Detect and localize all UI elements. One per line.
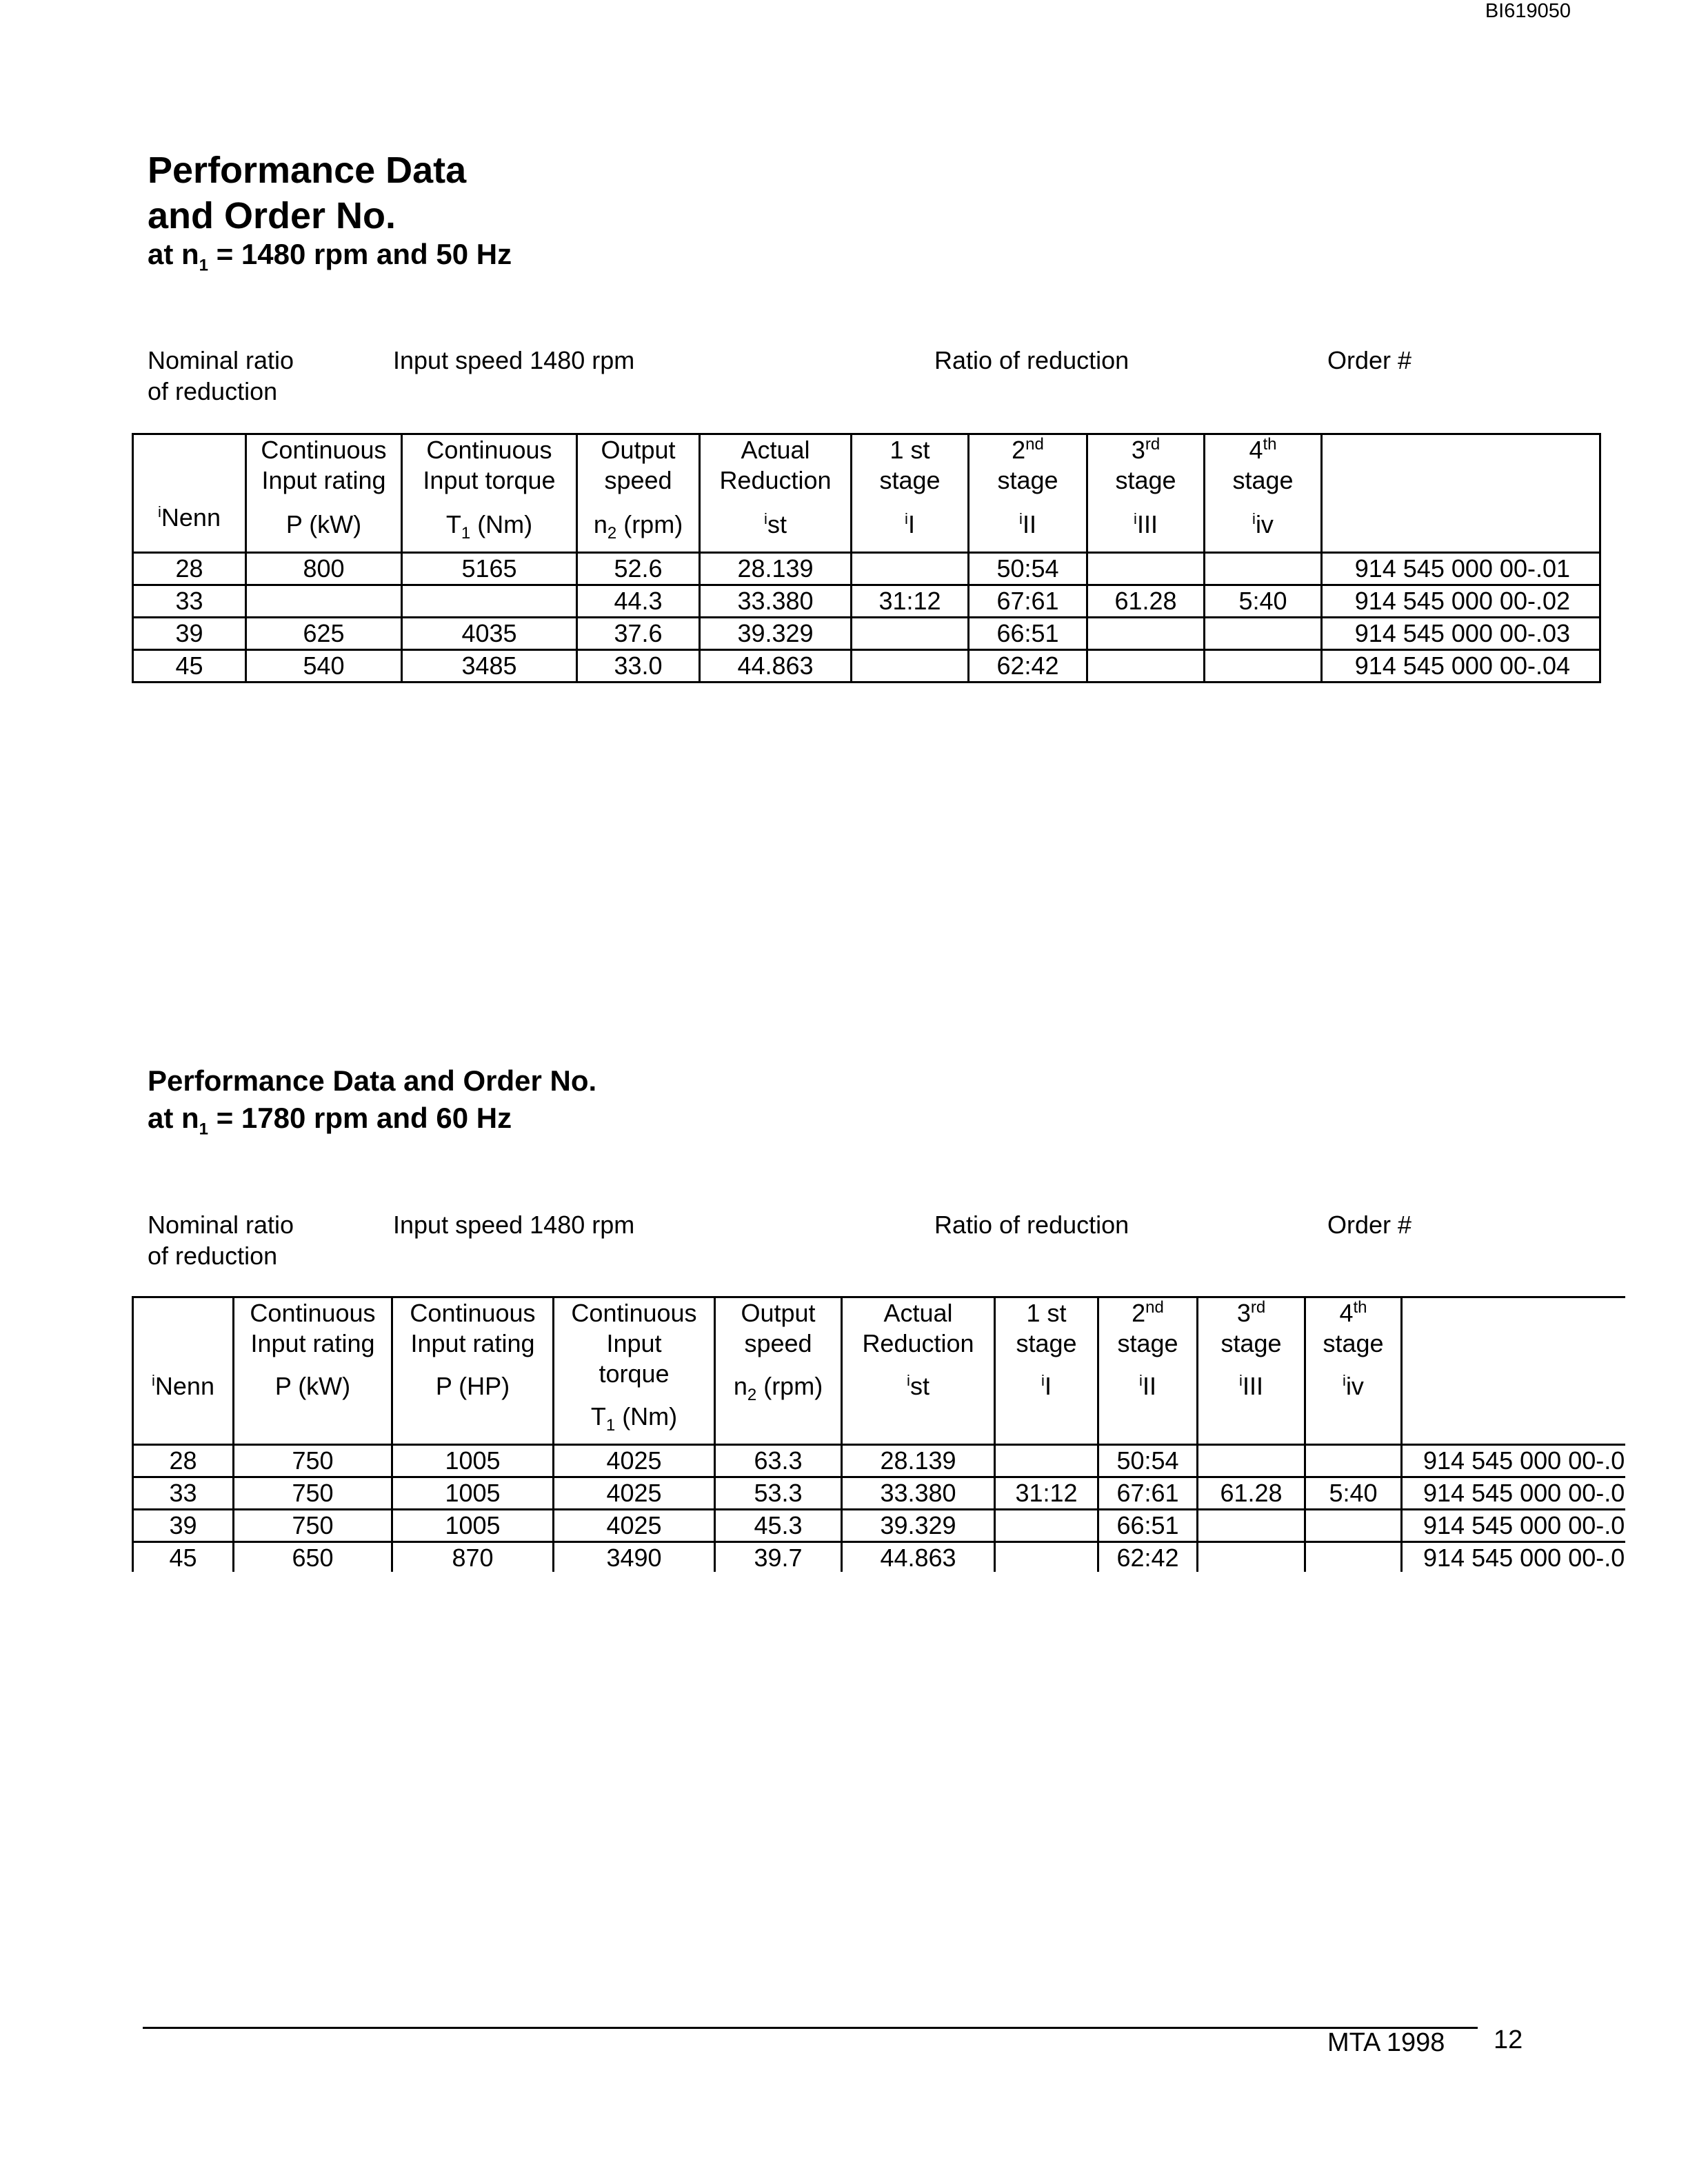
section1-label-input-speed: Input speed 1480 rpm (393, 346, 635, 374)
cell-order-number: 914 545 000 00-.03 (1322, 618, 1600, 650)
label-nominal-line2: of reduction (148, 377, 278, 405)
cell-stage1: 31:12 (852, 585, 969, 618)
cell-output-speed: 44.3 (577, 585, 700, 618)
cell-actual-reduction: 39.329 (700, 618, 852, 650)
cell-order-number: 914 545 000 00-.04 (1322, 650, 1600, 682)
table-row (133, 1445, 1626, 1477)
cell-nenn: 28 (133, 1445, 234, 1477)
section1-subtitle (148, 238, 512, 275)
cell-torque: 4025 (554, 1510, 715, 1542)
section2-label-order: Order # (1327, 1211, 1412, 1239)
cell-stage4: 5:40 (1205, 585, 1322, 618)
cell-stage3 (1198, 1510, 1305, 1542)
cell-stage2: 67:61 (1098, 1477, 1198, 1510)
cell-stage1 (995, 1542, 1098, 1573)
cell-stage3 (1198, 1542, 1305, 1573)
header-cell-output-speed: Output speed $n_2$ (rpm) (715, 1297, 842, 1445)
cell-power-kw: 750 (234, 1477, 392, 1510)
cell-power-kw: 750 (234, 1510, 392, 1542)
cell-actual-reduction: 33.380 (700, 585, 852, 618)
table-row (133, 1477, 1626, 1510)
cell-nenn: 33 (133, 1477, 234, 1510)
cell-output-speed: 63.3 (715, 1445, 842, 1477)
cell-order-number: 914 545 000 00-.0 (1402, 1510, 1626, 1542)
cell-stage3 (1087, 618, 1205, 650)
header-cell-stage1: 1 st stage $^i$I (995, 1297, 1098, 1445)
cell-torque: 3485 (402, 650, 577, 682)
cell-stage1 (852, 553, 969, 585)
header-cell-stage2: 2nd stage $^i$II (969, 434, 1087, 553)
table-row (133, 585, 1600, 618)
cell-order-number: 914 545 000 00-.02 (1322, 585, 1600, 618)
cell-stage4 (1305, 1445, 1402, 1477)
table-row (133, 618, 1600, 650)
section2-label-input-speed: Input speed 1480 rpm (393, 1211, 635, 1239)
cell-nenn: 39 (133, 1510, 234, 1542)
cell-stage3: 61.28 (1198, 1477, 1305, 1510)
cell-stage2: 67:61 (969, 585, 1087, 618)
cell-stage2: 62:42 (1098, 1542, 1198, 1573)
cell-torque: 5165 (402, 553, 577, 585)
section2-performance-table (132, 1296, 1625, 1572)
cell-output-speed: 39.7 (715, 1542, 842, 1573)
cell-stage3: 61.28 (1087, 585, 1205, 618)
cell-stage4: 5:40 (1305, 1477, 1402, 1510)
cell-power (246, 585, 402, 618)
cell-stage1 (852, 618, 969, 650)
label-nominal-line2: of reduction (148, 1242, 278, 1270)
header-cell-input-rating-hp: Continuous Input rating P (HP) (392, 1297, 554, 1445)
header-cell-order (1402, 1297, 1626, 1445)
table-row (133, 1510, 1626, 1542)
cell-output-speed: 53.3 (715, 1477, 842, 1510)
subtitle-prefix: at n (148, 238, 199, 270)
section2-title: Performance Data and Order No. (148, 1064, 597, 1097)
cell-output-speed: 33.0 (577, 650, 700, 682)
label-nominal-line1: Nominal ratio (148, 1211, 294, 1239)
footer-text: MTA 1998 (1327, 2028, 1445, 2057)
header-cell-actual-reduction: Actual Reduction $^i$st (842, 1297, 995, 1445)
cell-power: 625 (246, 618, 402, 650)
table-row (133, 553, 1600, 585)
cell-stage2: 66:51 (969, 618, 1087, 650)
cell-torque (402, 585, 577, 618)
section1-label-ratio: Ratio of reduction (934, 346, 1129, 374)
cell-stage3 (1087, 553, 1205, 585)
header-cell-actual-reduction: Actual Reduction $^i$st (700, 434, 852, 553)
cell-order-number: 914 545 000 00-.0 (1402, 1445, 1626, 1477)
subtitle-sub: 1 (199, 1120, 209, 1139)
cell-power: 540 (246, 650, 402, 682)
cell-actual-reduction: 28.139 (842, 1445, 995, 1477)
section1-title-line2: and Order No. (148, 195, 396, 236)
cell-stage2: 50:54 (1098, 1445, 1198, 1477)
section2-subtitle (148, 1102, 512, 1139)
subtitle-rest: = 1780 rpm and 60 Hz (208, 1102, 512, 1134)
header-cell-stage4: 4th stage $^i$iv (1205, 434, 1322, 553)
cell-output-speed: 37.6 (577, 618, 700, 650)
footer-divider (143, 2027, 1478, 2029)
cell-stage4 (1205, 650, 1322, 682)
cell-stage2: 62:42 (969, 650, 1087, 682)
cell-actual-reduction: 39.329 (842, 1510, 995, 1542)
cell-actual-reduction: 28.139 (700, 553, 852, 585)
document-id: BI619050 (1485, 0, 1571, 22)
cell-order-number: 914 545 000 00-.01 (1322, 553, 1600, 585)
header-cell-stage4: 4th stage $^i$iv (1305, 1297, 1402, 1445)
cell-power-hp: 1005 (392, 1445, 554, 1477)
header-cell-stage2: 2nd stage $^i$II (1098, 1297, 1198, 1445)
header-cell-stage1: 1 st stage $^i$I (852, 434, 969, 553)
section2-label-ratio: Ratio of reduction (934, 1211, 1129, 1239)
cell-actual-reduction: 33.380 (842, 1477, 995, 1510)
cell-stage4 (1305, 1542, 1402, 1573)
section1-label-order: Order # (1327, 346, 1412, 374)
header-cell-stage3: 3rd stage $^i$III (1087, 434, 1205, 553)
cell-stage2: 50:54 (969, 553, 1087, 585)
cell-power-kw: 750 (234, 1445, 392, 1477)
cell-stage1: 31:12 (995, 1477, 1098, 1510)
cell-torque: 4025 (554, 1445, 715, 1477)
cell-nenn: 33 (133, 585, 246, 618)
header-cell-output-speed: Output speed $n_2$ (rpm) (577, 434, 700, 553)
cell-order-number: 914 545 000 00-.0 (1402, 1477, 1626, 1510)
header-cell-stage3: 3rd stage $^i$III (1198, 1297, 1305, 1445)
label-nominal-line1: Nominal ratio (148, 346, 294, 374)
cell-stage2: 66:51 (1098, 1510, 1198, 1542)
subtitle-prefix: at n (148, 1102, 199, 1134)
cell-torque: 4025 (554, 1477, 715, 1510)
header-cell-input-torque: Continuous Input torque $T_1$ (Nm) (402, 434, 577, 553)
cell-output-speed: 52.6 (577, 553, 700, 585)
cell-stage4 (1205, 553, 1322, 585)
cell-nenn: 28 (133, 553, 246, 585)
table-row (133, 1542, 1626, 1573)
section2-table-clip (132, 1296, 1625, 1572)
cell-stage4 (1305, 1510, 1402, 1542)
header-cell-nenn: $^i$Nenn (133, 434, 246, 553)
cell-stage1 (852, 650, 969, 682)
cell-output-speed: 45.3 (715, 1510, 842, 1542)
header-cell-input-torque: Continuous Input torque $T_1$ (Nm) (554, 1297, 715, 1445)
cell-stage4 (1205, 618, 1322, 650)
cell-nenn: 45 (133, 1542, 234, 1573)
page-number: 12 (1494, 2025, 1523, 2054)
section2-label-nominal (148, 1209, 294, 1271)
cell-torque: 3490 (554, 1542, 715, 1573)
section1-performance-table (132, 433, 1601, 683)
cell-actual-reduction: 44.863 (842, 1542, 995, 1573)
cell-power-hp: 870 (392, 1542, 554, 1573)
section1-title-line1: Performance Data (148, 150, 467, 191)
cell-power: 800 (246, 553, 402, 585)
table-header-row (133, 1297, 1626, 1445)
cell-order-number: 914 545 000 00-.0 (1402, 1542, 1626, 1573)
cell-stage3 (1087, 650, 1205, 682)
table-header-row (133, 434, 1600, 553)
cell-stage1 (995, 1510, 1098, 1542)
cell-power-hp: 1005 (392, 1510, 554, 1542)
cell-stage3 (1198, 1445, 1305, 1477)
section1-label-nominal (148, 345, 294, 407)
header-cell-input-rating-kw: Continuous Input rating P (kW) (234, 1297, 392, 1445)
header-cell-order (1322, 434, 1600, 553)
cell-nenn: 45 (133, 650, 246, 682)
cell-power-kw: 650 (234, 1542, 392, 1573)
cell-nenn: 39 (133, 618, 246, 650)
table-row (133, 650, 1600, 682)
subtitle-rest: = 1480 rpm and 50 Hz (208, 238, 512, 270)
cell-torque: 4035 (402, 618, 577, 650)
cell-power-hp: 1005 (392, 1477, 554, 1510)
subtitle-sub: 1 (199, 256, 209, 275)
header-cell-nenn: $^i$Nenn (133, 1297, 234, 1445)
cell-stage1 (995, 1445, 1098, 1477)
cell-actual-reduction: 44.863 (700, 650, 852, 682)
header-cell-input-rating: Continuous Input rating P (kW) (246, 434, 402, 553)
